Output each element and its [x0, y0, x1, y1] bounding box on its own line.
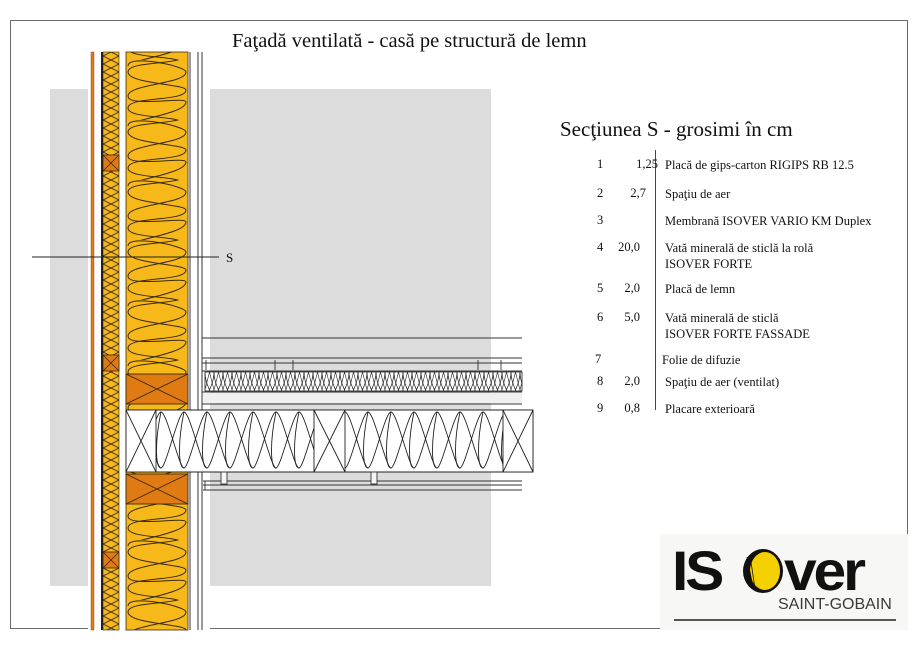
logo-subtitle: SAINT-GOBAIN	[778, 596, 892, 613]
logo-o-icon	[741, 547, 785, 595]
page-title: Faţadă ventilată - casă pe structură de lemn	[232, 30, 587, 52]
section-cut-label: S	[226, 250, 234, 265]
logo-underline	[674, 619, 896, 621]
section-title: Secţiunea S - grosimi în cm	[560, 117, 793, 141]
logo-wordmark-left: IS	[672, 539, 722, 602]
legend-divider	[655, 150, 656, 410]
layer-legend: 1 1,25 Placă de gips-carton RIGIPS RB 12.5 2 2,7 Spaţiu de aer 3 Membrană ISOVER VARIO KM Duplex 4 20,0 Vată minerală de sticlă la rolă ISOVER FORTE 5 2,0 Placă de lemn 6 5,0 Vată minerală de sticlă ISOVER FORTE FASSADE 7 Folie de difuzie 8 2,0 Spaţiu de aer (ventilat) 9 0,8 Placare exterioară	[595, 157, 872, 416]
logo-wordmark-right: ver	[784, 539, 863, 602]
